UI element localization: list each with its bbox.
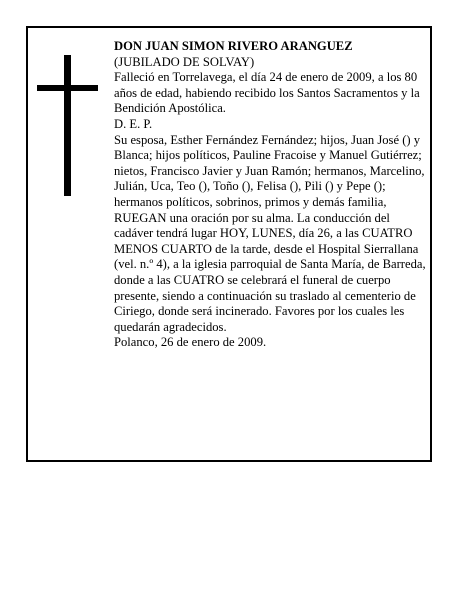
place-date: Polanco, 26 de enero de 2009. — [114, 335, 267, 350]
obituary-text — [114, 39, 426, 351]
rest-in-peace: D. E. P. — [114, 116, 153, 131]
cross-icon-crossbar — [37, 85, 98, 91]
cross-icon — [64, 55, 71, 196]
funeral-request: RUEGAN una oración por su alma. La conducción del cadáver tendrá lugar HOY, LUNES, día 26, a las CUATRO MENOS CUARTO de la tarde, desde el Hospital Sierrallana (vel. n.º 4), a la iglesia parroquial de Santa María, de Barreda, donde a las CUATRO se celebrará el funeral de cuerpo presente, siendo a continuación su traslado al cementerio de Ciriego, donde será incinerado. Favores por los cuales les quedarán agradecidos. — [114, 210, 426, 334]
death-notice: Falleció en Torrelavega, el día 24 de enero de 2009, a los 80 años de edad, habiendo recibido los Santos Sacramentos y la Bendición Apostólica. — [114, 70, 420, 116]
family-list: Su esposa, Esther Fernández Fernández; hijos, Juan José () y Blanca; hijos políticos, Pauline Fracoise y Manuel Gutiérrez; nietos, Francisco Javier y Juan Ramón; hermanos, Marcelino, Julián, Uca, Teo (), Toño (), Felisa (), Pili () y Pepe (); hermanos políticos, sobrinos, primos y demás familia, — [114, 132, 425, 209]
deceased-subtitle: (JUBILADO DE SOLVAY) — [114, 54, 255, 69]
deceased-name: DON JUAN SIMON RIVERO ARANGUEZ — [114, 39, 353, 53]
